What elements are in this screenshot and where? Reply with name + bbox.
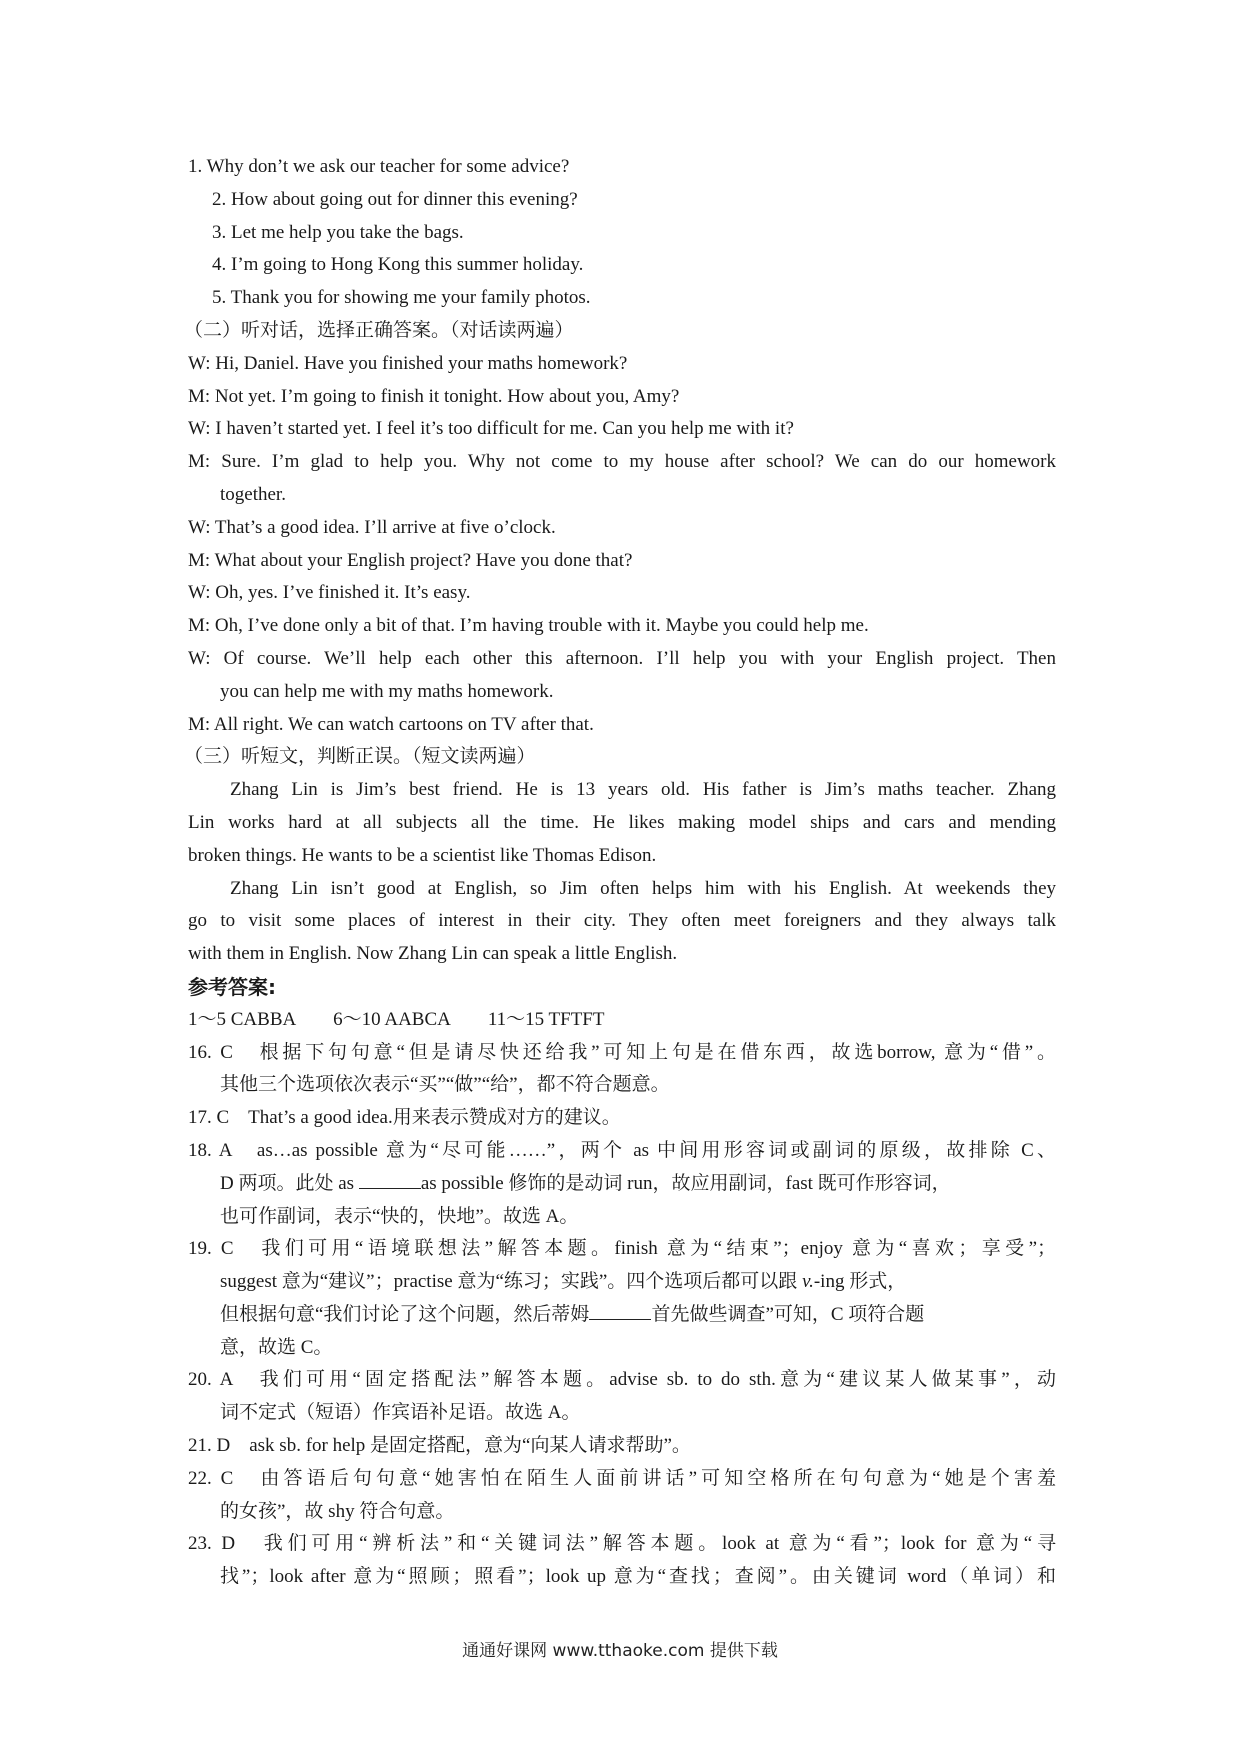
explanation-16-cont: 其他三个选项依次表示“买”“做”“给”，都不符合题意。	[220, 1074, 670, 1096]
explanation-22-cont: 的女孩”，故 shy 符合句意。	[220, 1500, 455, 1522]
explanation-22: 22. C 由答语后句句意“她害怕在陌生人面前讲话”可知空格所在句句意为“她是个害羞	[188, 1467, 1056, 1489]
dialogue-line: M: Not yet. I’m going to finish it tonight. How about you, Amy?	[188, 385, 680, 407]
section2-title: （二）听对话，选择正确答案。（对话读两遍）	[184, 319, 574, 341]
explanation-23-cont: 找”；look after 意为“照顾；照看”；look up 意为“查找；查阅”。由关键词 word（单词）和	[220, 1566, 1056, 1588]
document-body	[184, 151, 1056, 1594]
explanation-21: 21. D ask sb. for help 是固定搭配，意为“向某人请求帮助”。	[188, 1435, 691, 1457]
dialogue-line: W: Oh, yes. I’ve finished it. It’s easy.	[188, 582, 471, 604]
dialogue-line: W: Hi, Daniel. Have you finished your maths homework?	[188, 352, 628, 374]
passage	[188, 774, 1056, 971]
answer-key: 1～5 CABBA 6～10 AABCA 11～15 TFTFT	[188, 1008, 605, 1030]
dialogue-line: you can help me with my maths homework.	[220, 680, 554, 702]
part1-item: 1. Why don’t we ask our teacher for some advice?	[188, 156, 570, 177]
part1-list	[188, 151, 1056, 315]
dialogue-line: M: Oh, I’ve done only a bit of that. I’m having trouble with it. Maybe you could help me.	[188, 615, 869, 637]
explanation-text: suggest 意为“建议”；practise 意为“练习；实践”。四个选项后都可以跟	[220, 1271, 798, 1293]
answer-blank	[359, 1170, 421, 1189]
part1-item: 3. Let me help you take the bags.	[212, 221, 464, 243]
passage-line: Zhang Lin is Jim’s best friend. He is 13 years old. His father is Jim’s maths teacher. Zhang	[230, 779, 1056, 801]
passage-line: Lin works hard at all subjects all the time. He likes making model ships and cars and mending	[188, 811, 1056, 833]
explanation-19-cont	[188, 1299, 1056, 1332]
passage-line: Zhang Lin isn’t good at English, so Jim often helps him with his English. At weekends they	[230, 877, 1056, 899]
explanation-18: 18. A as…as possible 意为“尽可能……”，两个 as 中间用形容词或副词的原级，故排除 C、	[188, 1139, 1056, 1161]
dialogue-line: together.	[220, 483, 286, 505]
explanation-16: 16. C 根据下句句意“但是请尽快还给我”可知上句是在借东西，故选borrow, 意为“借”。	[188, 1041, 1056, 1063]
explanation-text: v.	[802, 1271, 814, 1293]
explanation-text: 但根据句意“我们讨论了这个问题，然后蒂姆	[220, 1303, 590, 1325]
explanation-19-cont	[188, 1266, 1056, 1299]
explanation-18-cont	[188, 1168, 1056, 1201]
explanation-17: 17. C That’s a good idea.用来表示赞成对方的建议。	[188, 1107, 621, 1129]
answer-blank	[589, 1301, 651, 1320]
dialogue-line: M: What about your English project? Have you done that?	[188, 549, 633, 571]
explanation-19: 19. C 我们可用“语境联想法”解答本题。finish 意为“结束”；enjoy 意为“喜欢；享受”；	[188, 1238, 1056, 1260]
explanation-18-cont: 也可作副词，表示“快的，快地”。故选 A。	[220, 1205, 579, 1227]
section3-title: （三）听短文，判断正误。（短文读两遍）	[184, 746, 536, 768]
dialogue-line: M: All right. We can watch cartoons on TV after that.	[188, 713, 594, 735]
explanations	[188, 1037, 1056, 1595]
part1-item: 5. Thank you for showing me your family photos.	[212, 287, 591, 309]
explanation-text: D 两项。此处 as	[220, 1172, 355, 1194]
passage-line: with them in English. Now Zhang Lin can speak a little English.	[188, 943, 678, 965]
passage-line: go to visit some places of interest in their city. They often meet foreigners and they always talk	[188, 910, 1056, 932]
passage-line: broken things. He wants to be a scientist like Thomas Edison.	[188, 844, 657, 866]
dialogue-line: W: That’s a good idea. I’ll arrive at five o’clock.	[188, 516, 556, 538]
explanation-20-cont: 词不定式（短语）作宾语补足语。故选 A。	[220, 1402, 581, 1424]
explanation-23: 23. D 我们可用“辨析法”和“关键词法”解答本题。look at 意为“看”；look for 意为“寻	[188, 1533, 1056, 1555]
part1-item: 2. How about going out for dinner this evening?	[212, 188, 578, 210]
answers-heading: 参考答案:	[188, 974, 276, 999]
explanation-20: 20. A 我们可用“固定搭配法”解答本题。advise sb. to do sth.意为“建议某人做某事”，动	[188, 1369, 1056, 1391]
part1-item: 4. I’m going to Hong Kong this summer holiday.	[212, 254, 584, 276]
explanation-text: 首先做些调查”可知，C 项符合题	[651, 1303, 925, 1325]
dialogue-line: W: I haven’t started yet. I feel it’s too difficult for me. Can you help me with it?	[188, 418, 794, 440]
explanation-19-cont: 意，故选 C。	[220, 1336, 333, 1358]
dialogue	[188, 348, 1056, 742]
dialogue-line: M: Sure. I’m glad to help you. Why not come to my house after school? We can do our homework	[188, 451, 1056, 473]
explanation-text: as possible 修饰的是动词 run，故应用副词，fast 既可作形容词，	[420, 1172, 951, 1194]
explanation-text: -ing 形式，	[813, 1271, 907, 1293]
dialogue-line: W: Of course. We’ll help each other this afternoon. I’ll help you with your English project. Then	[188, 647, 1056, 669]
page-footer: 通通好课网 www.tthaoke.com 提供下载	[462, 1641, 778, 1661]
